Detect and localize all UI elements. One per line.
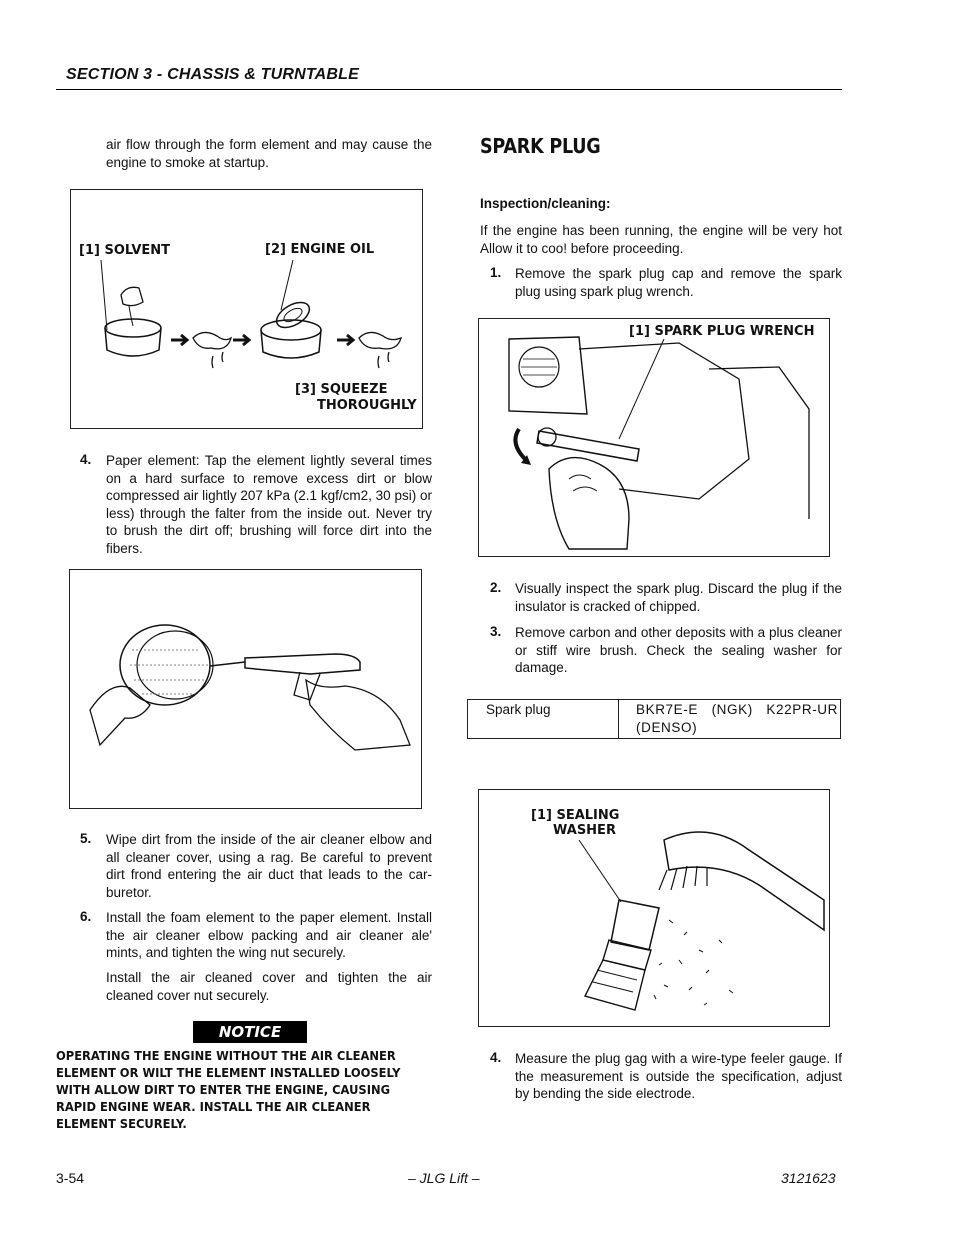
spec-label: Spark plug <box>486 702 551 717</box>
step-number: 5. <box>80 831 92 846</box>
step-remove-carbon: Remove carbon and other deposits with a plus cleaner or stiff wire brush. Check the sealing washer for damage. <box>515 625 842 675</box>
header-divider <box>56 89 842 90</box>
step-number: 2. <box>490 580 502 595</box>
wrench-illustration <box>479 319 829 556</box>
step-install-cover: Install the air cleaned cover and tighten the air cleaned cover nut securely. <box>106 970 432 1003</box>
fig1-label-solvent: [1] SOLVENT <box>79 243 171 258</box>
wire-brush-illustration <box>479 790 829 1026</box>
step-number: 4. <box>80 452 92 467</box>
fig-washer-label-1: [1] SEALING <box>531 808 620 823</box>
section-title: SECTION 3 - CHASSIS & TURNTABLE <box>66 66 360 83</box>
fig-washer-label-2: WASHER <box>553 823 616 838</box>
step-measure-gap: Measure the plug gag with a wire-type feeler gauge. If the measurement is outside the specification, adjust by bending the side electrode. <box>515 1051 842 1101</box>
figure-solvent-oil <box>70 189 423 429</box>
spec-value: BKR7E-E (NGK) K22PR-UR (DENSO) <box>636 702 838 735</box>
document-number: 3121623 <box>781 1170 836 1186</box>
footer-brand: – JLG Lift – <box>408 1170 480 1186</box>
step-number: 6. <box>80 909 92 924</box>
page-number: 3-54 <box>56 1170 85 1186</box>
fig1-label-thoroughly: THOROUGHLY <box>317 398 417 413</box>
step-install-foam: Install the foam element to the paper element. Install the air cleaner elbow packing and air cleaner ale' mints, and tighten the wing nut securely. <box>106 910 432 960</box>
air-gun-illustration <box>70 570 421 808</box>
step-remove-plug: Remove the spark plug cap and remove the spark plug using spark plug wrench. <box>515 266 842 299</box>
fig1-label-squeeze: [3] SQUEEZE <box>295 382 388 397</box>
step-number: 4. <box>490 1050 502 1065</box>
hot-engine-caution: If the engine has been running, the engine will be very hot Allow it to coo! before proceeding. <box>480 223 842 256</box>
spark-plug-spec-table <box>467 699 841 739</box>
figure-sealing-washer <box>478 789 830 1027</box>
spark-plug-heading: SPARK PLUG <box>480 134 601 158</box>
notice-warning-text: OPERATING THE ENGINE WITHOUT THE AIR CLEANER ELEMENT OR WILT THE ELEMENT INSTALLED LOOSELY WITH ALLOW DIRT TO ENTER THE ENGINE, CAUSING RAPID ENGINE WEAR. INSTALL THE AIR CLEANER ELEMENT SECURELY. <box>56 1048 401 1131</box>
step-inspect-plug: Visually inspect the spark plug. Discard the plug if the insulator is cracked of chipped. <box>515 581 842 614</box>
step-number: 3. <box>490 624 502 639</box>
step-wipe-dirt: Wipe dirt from the inside of the air cleaner elbow and all cleaner cover, using a rag. Be careful to prevent dirt frond entering the air duct that leads to the car-buretor. <box>106 832 432 900</box>
notice-badge: NOTICE <box>193 1021 307 1043</box>
step-number: 1. <box>490 265 502 280</box>
figure-spark-plug-wrench <box>478 318 830 557</box>
intro-paragraph: air flow through the form element and may cause the engine to smoke at startup. <box>106 137 432 170</box>
cleaning-illustration <box>71 190 422 428</box>
spec-divider <box>618 700 619 738</box>
step-paper-element: Paper element: Tap the element lightly several times on a hard surface to remove excess dirt or blow compressed air lightly 207 kPa (2.1 kgf/cm2, 30 psi) or less) through the falter from the inside out. Never try to brush the dirt off; brushing will force dirt into the fibers. <box>106 453 432 556</box>
fig-wrench-label: [1] SPARK PLUG WRENCH <box>629 324 815 339</box>
inspection-subheading: Inspection/cleaning: <box>480 196 611 211</box>
figure-air-blow <box>69 569 422 809</box>
fig1-label-engine-oil: [2] ENGINE OIL <box>265 242 375 257</box>
